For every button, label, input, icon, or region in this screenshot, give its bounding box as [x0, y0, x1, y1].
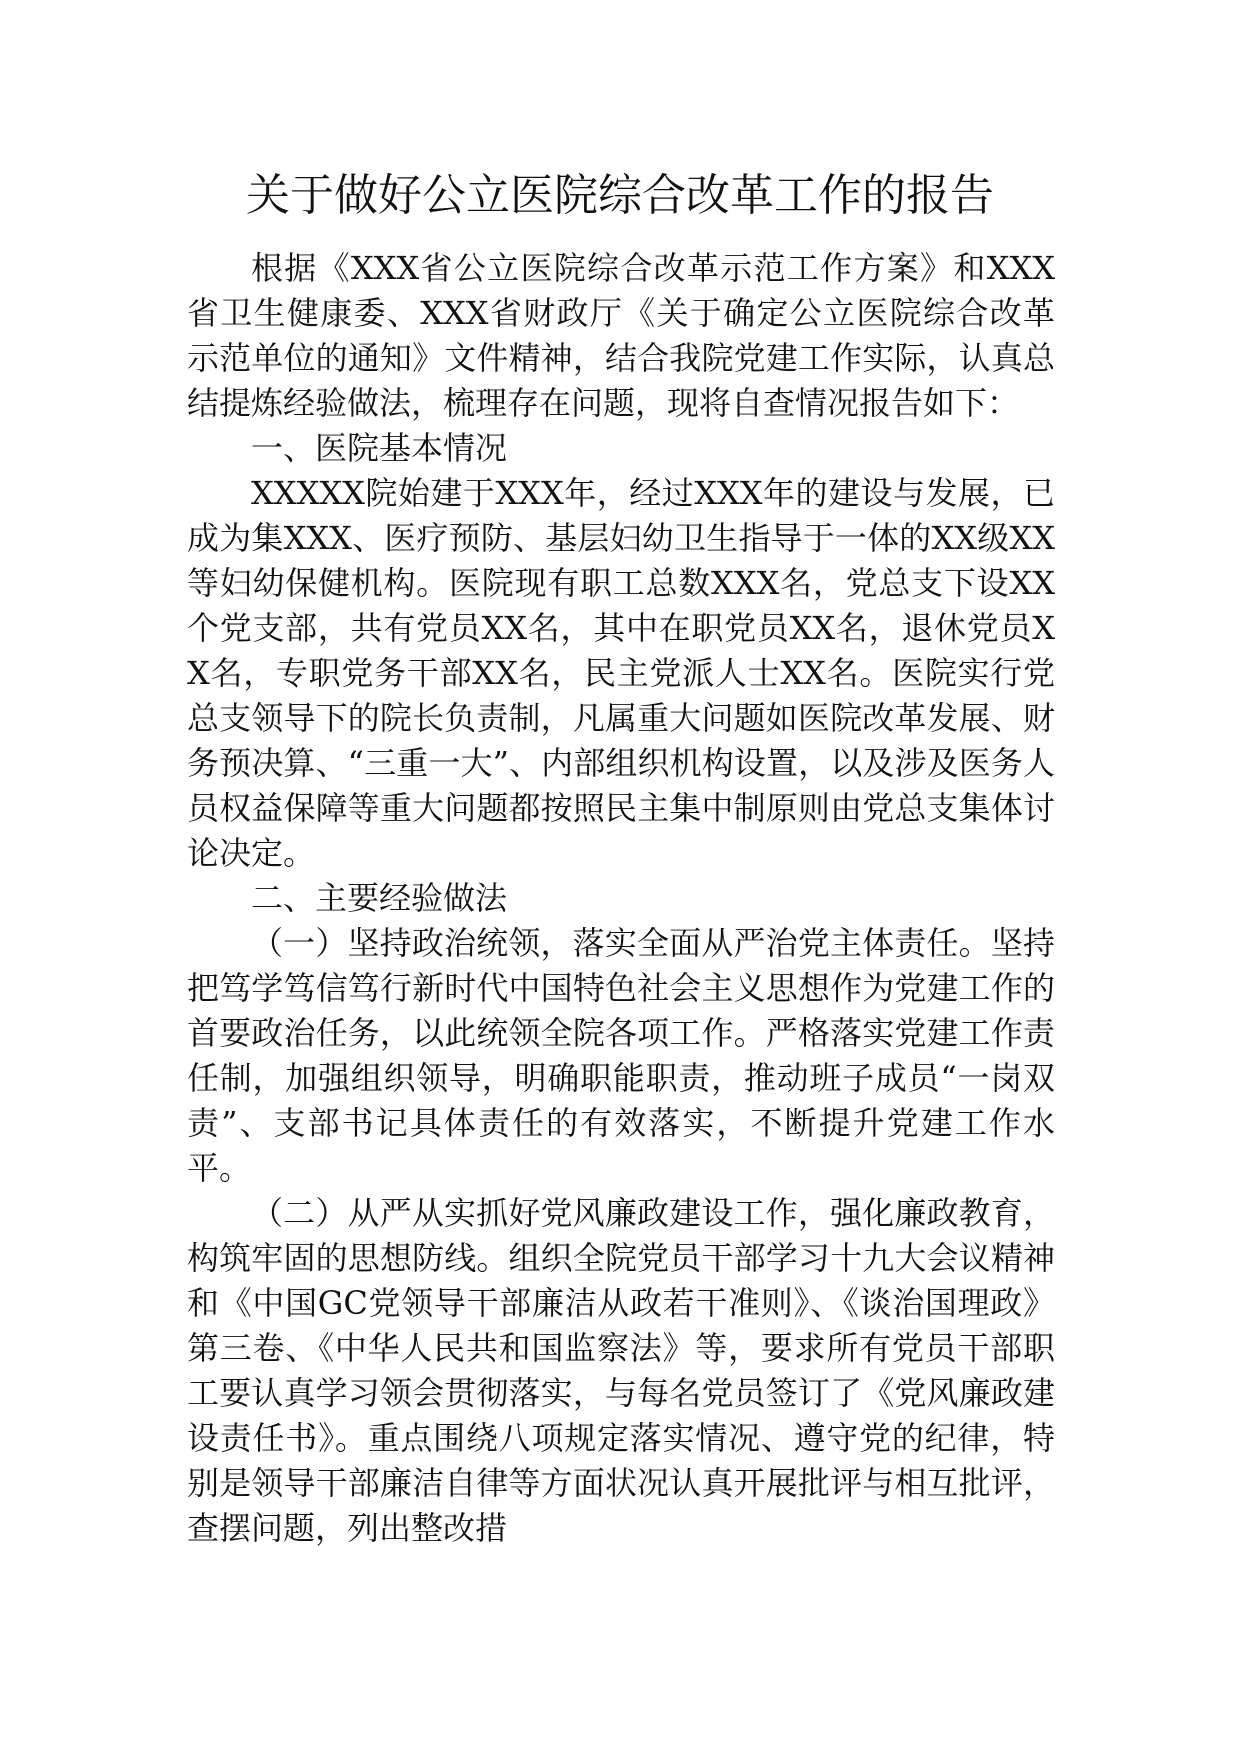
experience-paragraph-2: （二）从严从实抓好党风廉政建设工作，强化廉政教育，构筑牢固的思想防线。组织全院党员干部学习十九大会议精神和《中国GC党领导干部廉洁从政若干准则》、《谈治国理政》第三卷、《中华人民共和国监察法》等，要求所有党员干部职工要认真学习领会贯彻落实，与每名党员签订了《党风廉政建设责任书》。重点围绕八项规定落实情况、遵守党的纪律，特别是领导干部廉洁自律等方面状况认真开展批评与相互批评，查摆问题，列出整改措 — [187, 1194, 1055, 1547]
section-heading-experience: 二、主要经验做法 — [251, 879, 508, 917]
document-body — [187, 246, 1055, 1551]
intro-paragraph: 根据《XXX省公立医院综合改革示范工作方案》和XXX省卫生健康委、XXX省财政厅《关于确定公立医院综合改革示范单位的通知》文件精神，结合我院党建工作实际，认真总结提炼经验做法，梳理存在问题，现将自查情况报告如下： — [187, 249, 1055, 422]
section-heading-basic-info: 一、医院基本情况 — [251, 429, 508, 467]
document-title: 关于做好公立医院综合改革工作的报告 — [246, 170, 994, 221]
experience-paragraph-1: （一）坚持政治统领，落实全面从严治党主体责任。坚持把笃学笃信笃行新时代中国特色社会主义思想作为党建工作的首要政治任务，以此统领全院各项工作。严格落实党建工作责任制，加强组织领导，明确职能职责，推动班子成员“一岗双责”、支部书记具体责任的有效落实，不断提升党建工作水平。 — [187, 924, 1055, 1187]
basic-info-paragraph: XXXXX院始建于XXX年，经过XXX年的建设与发展，已成为集XXX、医疗预防、基层妇幼卫生指导于一体的XX级XX等妇幼保健机构。医院现有职工总数XXX名，党总支下设XX个党支部，共有党员XX名，其中在职党员XX名，退休党员XX名，专职党务干部XX名，民主党派人士XX名。医院实行党总支领导下的院长负责制，凡属重大问题如医院改革发展、财务预决算、“三重一大”、内部组织机构设置，以及涉及医务人员权益保障等重大问题都按照民主集中制原则由党总支集体讨论决定。 — [187, 474, 1055, 872]
